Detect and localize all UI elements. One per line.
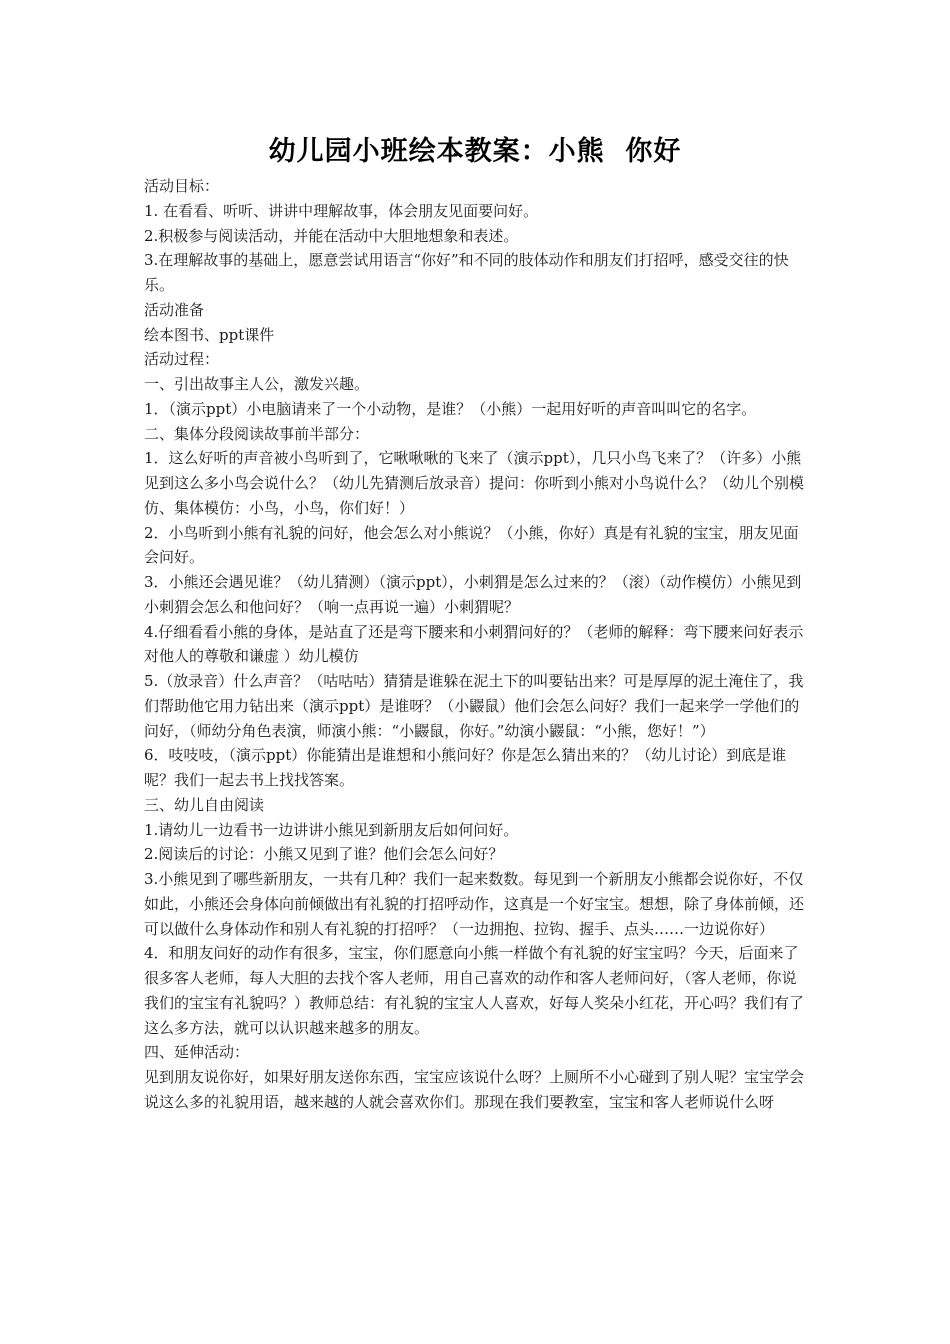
paragraph: 6．吱吱吱，（演示ppt）你能猜出是谁想和小熊问好？你是怎么猜出来的？（幼儿讨论）到底是谁呢？我们一起去书上找找答案。 [144, 746, 787, 789]
paragraph: 四、延伸活动： [144, 1043, 250, 1062]
paragraph: 1. 在看看、听听、讲讲中理解故事，体会朋友见面要问好。 [144, 201, 539, 220]
paragraph: 4.仔细看看小熊的身体，是站直了还是弯下腰来和小刺猬问好的？（老师的解释：弯下腰来问好表示对他人的尊敬和谦虚 ）幼儿模仿 [144, 622, 804, 666]
paragraph: 1.请幼儿一边看书一边讲讲小熊见到新朋友后如何问好。 [144, 820, 519, 839]
paragraph: 3.小熊见到了哪些新朋友，一共有几种？我们一起来数数。每见到一个新朋友小熊都会说你好，不仅如此，小熊还会身体向前倾做出有礼貌的打招呼动作，这真是一个好宝宝。想想，除了身体前倾，还可以做什么身体动作和别人有礼貌的打招呼？（一边拥抱、拉钩、握手、点头……一边说你好） [144, 870, 805, 938]
paragraph: 三、幼儿自由阅读 [144, 795, 265, 814]
paragraph: 一、引出故事主人公，激发兴趣。 [144, 375, 370, 393]
paragraph: 见到朋友说你好，如果好朋友送你东西，宝宝应该说什么呀？上厕所不小心碰到了别人呢？宝宝学会说这么多的礼貌用语，越来越的人就会喜欢你们。那现在我们要教室，宝宝和客人老师说什么呀 [144, 1068, 805, 1111]
paragraph: 绘本图书、ppt课件 [144, 325, 275, 344]
paragraph: 活动准备 [144, 300, 205, 319]
paragraph: 2.积极参与阅读活动，并能在活动中大胆地想象和表述。 [144, 226, 519, 245]
paragraph: 4．和朋友问好的动作有很多，宝宝，你们愿意向小熊一样做个有礼貌的好宝宝吗？今天，后面来了很多客人老师，每人大胆的去找个客人老师，用自己喜欢的动作和客人老师问好，（客人老师，你说我们的宝宝有礼貌吗？）教师总结：有礼貌的宝宝人人喜欢，好每人奖朵小红花，开心吗？我们有了这么多方法，就可以认识越来越多的朋友。 [144, 944, 805, 1037]
paragraph: 3.在理解故事的基础上，愿意尝试用语言“你好”和不同的肢体动作和朋友们打招呼，感受交往的快乐。 [144, 251, 789, 294]
paragraph: 1．（演示ppt）小电脑请来了一个小动物，是谁？（小熊）一起用好听的声音叫叫它的名字。 [144, 399, 757, 418]
paragraph: 5.（放录音）什么声音？（咕咕咕）猜猜是谁躲在泥土下的叫要钻出来？可是厚厚的泥土淹住了，我们帮助他它用力钻出来（演示ppt）是谁呀？（小鼹鼠）他们会怎么问好？我们一起来学一学他们的问好，（师幼分角色表演，师演小熊：“小鼹鼠，你好。”幼演小鼹鼠：“小熊，您好！”） [144, 672, 804, 740]
paragraph: 2．小鸟听到小熊有礼貌的问好，他会怎么对小熊说？（小熊，你好）真是有礼貌的宝宝，朋友见面会问好。 [144, 523, 799, 567]
paragraph: 1．这么好听的声音被小鸟听到了，它啾啾啾的飞来了（演示ppt），几只小鸟飞来了？（许多）小熊见到这么多小鸟会说什么？（幼儿先猜测后放录音）提问：你听到小熊对小鸟说什么？（幼儿个别模仿、集体模仿：小鸟，小鸟，你们好！） [144, 449, 805, 517]
document-title: 幼儿园小班绘本教案：小熊 你好 [268, 136, 682, 167]
paragraph: 二、集体分段阅读故事前半部分： [144, 424, 370, 443]
paragraph: 2.阅读后的讨论：小熊又见到了谁？他们会怎么问好？ [144, 845, 504, 864]
document-body [144, 174, 806, 1115]
paragraph: 3．小熊还会遇见谁？（幼儿猜测）（演示ppt），小刺猬是怎么过来的？（滚）（动作模仿）小熊见到小刺猬会怎么和他问好？（响一点再说一遍）小刺猬呢？ [144, 573, 802, 616]
paragraph: 活动目标： [144, 177, 220, 195]
paragraph: 活动过程： [144, 350, 220, 369]
